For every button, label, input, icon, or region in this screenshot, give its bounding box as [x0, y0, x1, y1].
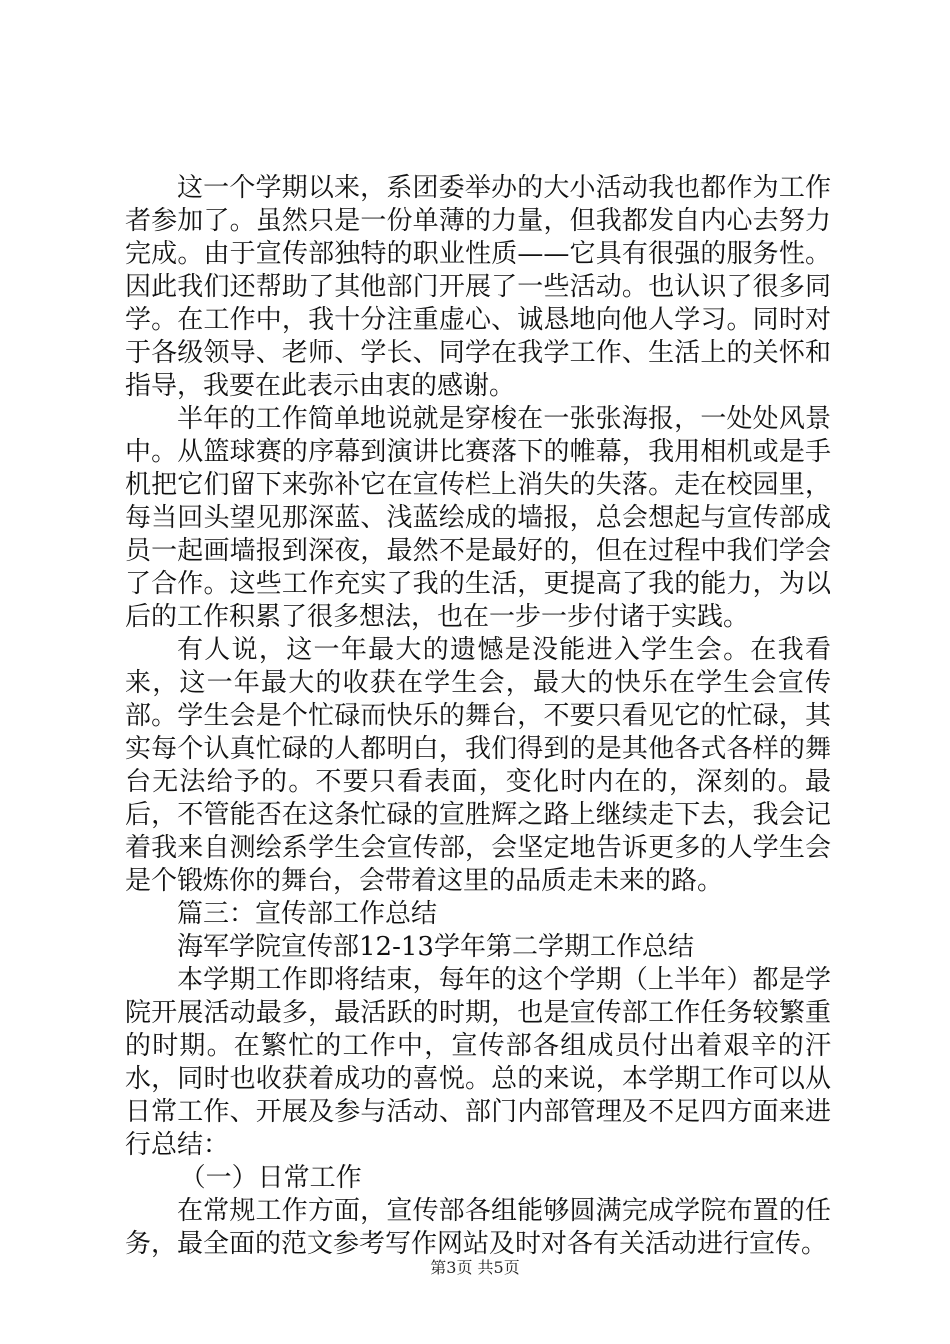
page-number-footer: 第3页 共5页	[430, 1258, 520, 1277]
paragraph-3: 有人说，这一年最大的遗憾是没能进入学生会。在我看来，这一年最大的收获在学生会，最大的快乐在学生会宣传部。学生会是个忙碌而快乐的舞台，不要只看见它的忙碌，其实每个认真忙碌的人都明白，我们得到的是其他各式各样的舞台无法给予的。不要只看表面，变化时内在的，深刻的。最后，不管能否在这条忙碌的宣胜辉之路上继续走下去，我会记着我来自测绘系学生会宣传部，会坚定地告诉更多的人学生会是个锻炼你的舞台，会带着这里的品质走未来的路。	[125, 635, 831, 896]
section-heading: 篇三：宣传部工作总结	[177, 899, 438, 929]
paragraph-2: 半年的工作简单地说就是穿梭在一张张海报，一处处风景中。从篮球赛的序幕到演讲比赛落下的帷幕，我用相机或是手机把它们留下来弥补它在宣传栏上消失的失落。走在校园里，每当回头望见那深蓝、浅蓝绘成的墙报，总会想起与宣传部成员一起画墙报到深夜，最然不是最好的，但在过程中我们学会了合作。这些工作充实了我的生活，更提高了我的能力，为以后的工作积累了很多想法，也在一步一步付诸于实践。	[125, 404, 831, 632]
report-title: 海军学院宣传部12-13学年第二学期工作总结	[177, 932, 694, 962]
document-body	[125, 172, 831, 1261]
paragraph-5: 在常规工作方面，宣传部各组能够圆满完成学院布置的任务，最全面的范文参考写作网站及时对各有关活动进行宣传。	[125, 1196, 831, 1259]
paragraph-1: 这一个学期以来，系团委举办的大小活动我也都作为工作者参加了。虽然只是一份单薄的力量，但我都发自内心去努力完成。由于宣传部独特的职业性质——它具有很强的服务性。因此我们还帮助了其他部门开展了一些活动。也认识了很多同学。在工作中，我十分注重虚心、诚恳地向他人学习。同时对于各级领导、老师、学长、同学在我学工作、生活上的关怀和指导，我要在此表示由衷的感谢。	[125, 173, 831, 401]
paragraph-4: 本学期工作即将结束，每年的这个学期（上半年）都是学院开展活动最多，最活跃的时期，也是宣传部工作任务较繁重的时期。在繁忙的工作中，宣传部各组成员付出着艰辛的汗水，同时也收获着成功的喜悦。总的来说，本学期工作可以从日常工作、开展及参与活动、部门内部管理及不足四方面来进行总结：	[125, 965, 831, 1160]
subsection-heading: （一）日常工作	[179, 1163, 362, 1193]
